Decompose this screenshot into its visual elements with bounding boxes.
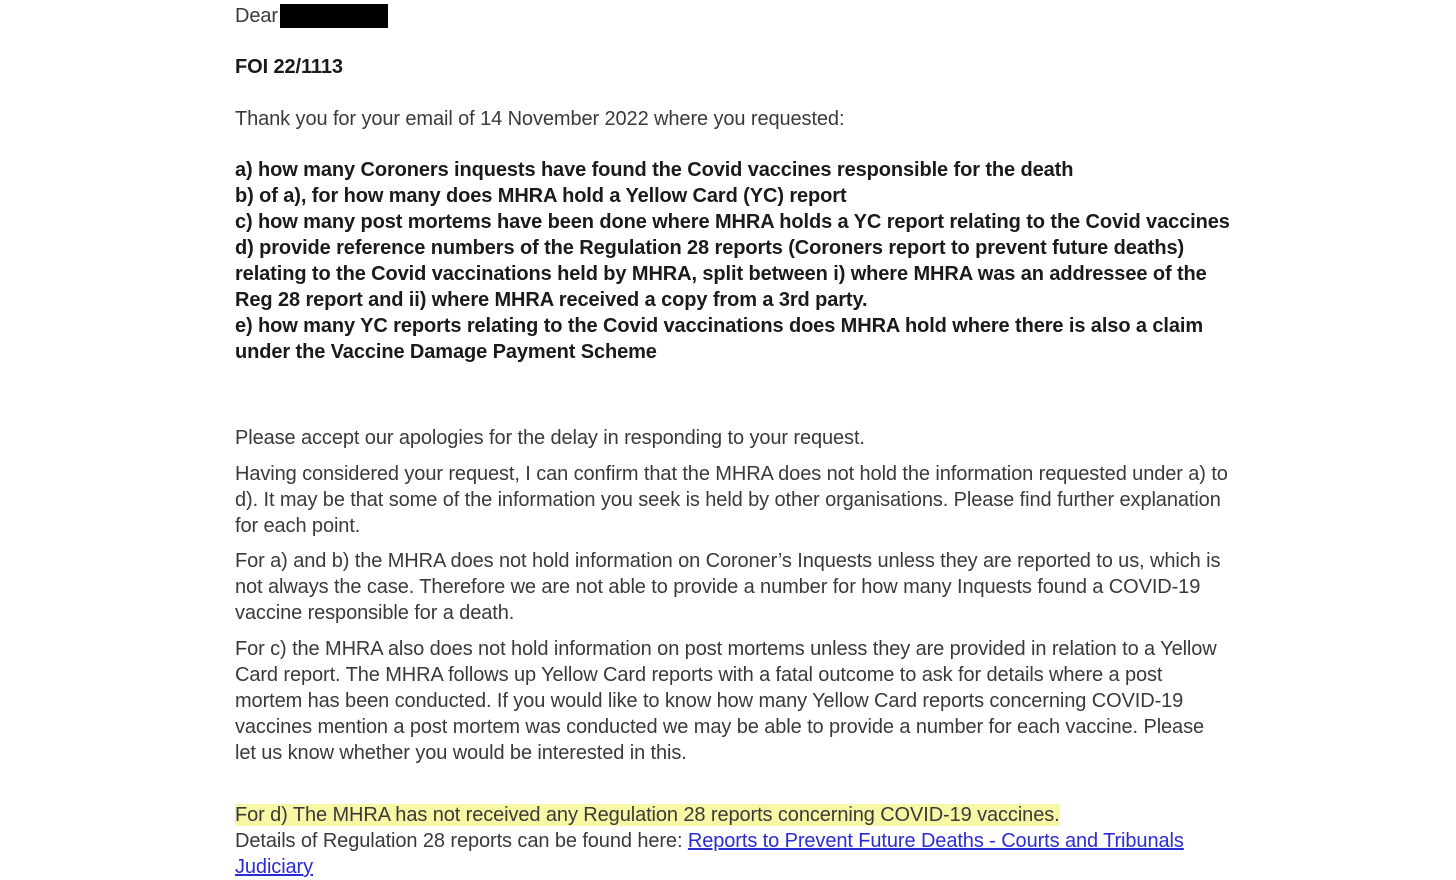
answer-d-details [235,828,1230,880]
request-item-b: b) of a), for how many does MHRA hold a Yellow Card (YC) report [235,185,847,207]
answer-c-text: For c) the MHRA also does not hold information on post mortems unless they are provided in relation to a Yellow Card report. The MHRA follows up Yellow Card reports with a fatal outcome to ask for details where a post mortem has been conducted. If you would like to know how many Yellow Card reports concerning COVID-19 vaccines mention a post mortem was conducted we may be able to provide a number for each vaccine. Please let us know whether you would be interested in this. [235,638,1217,764]
apology-text: Please accept our apologies for the delay in responding to your request. [235,427,865,449]
answer-ab-paragraph [235,548,1230,626]
answer-ab-text: For a) and b) the MHRA does not hold information on Coroner’s Inquests unless they are reported to us, which is not always the case. Therefore we are not able to provide a number for how many Inquests found a COVID-19 vaccine responsible for a death. [235,550,1221,624]
considered-text: Having considered your request, I can confirm that the MHRA does not hold the information requested under a) to d). It may be that some of the information you seek is held by other organisations. Please find further explanation for each point. [235,463,1228,537]
considered-paragraph [235,461,1230,539]
greeting: Dear [235,5,278,27]
request-list [235,157,1235,365]
prevent-future-deaths-link[interactable]: Reports to Prevent Future Deaths - Courts and Tribunals Judiciary [235,830,1184,878]
intro-paragraph: Thank you for your email of 14 November 2022 where you requested: [235,108,845,130]
request-item-a: a) how many Coroners inquests have found the Covid vaccines responsible for the death [235,159,1074,181]
request-item-c: c) how many post mortems have been done where MHRA holds a YC report relating to the Covid vaccines [235,211,1230,233]
greeting-line [235,3,388,29]
foi-reference: FOI 22/1113 [235,56,343,78]
answer-d-line [235,802,1230,828]
answer-c-paragraph [235,636,1230,766]
redacted-name [280,4,388,28]
request-item-e: e) how many YC reports relating to the Covid vaccinations does MHRA hold where there is also a claim under the Vaccine Damage Payment Scheme [235,315,1204,363]
answer-d-paragraph [235,802,1230,880]
apology-paragraph [235,425,1230,451]
answer-d-text: Details of Regulation 28 reports can be found here: [235,830,683,852]
request-item-d: d) provide reference numbers of the Regulation 28 reports (Coroners report to prevent future deaths) relating to the Covid vaccinations held by MHRA, split between i) where MHRA was an addressee of the Reg 28 report and ii) where MHRA received a copy from a 3rd party. [235,237,1207,311]
answer-d-highlight: For d) The MHRA has not received any Regulation 28 reports concerning COVID-19 vaccines. [235,804,1060,826]
